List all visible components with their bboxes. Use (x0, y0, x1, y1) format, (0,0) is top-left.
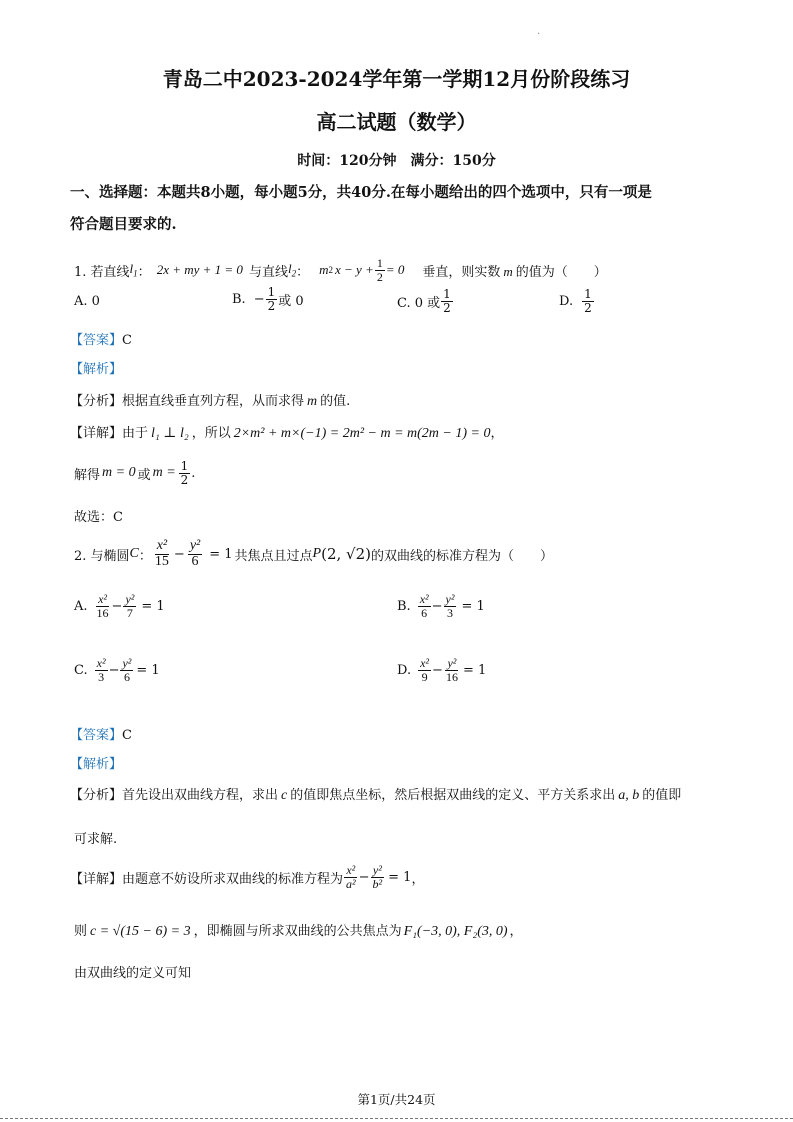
q2-option-b[interactable]: B. $\frac{\text{x²}}{6}$ − $\frac{\text{y²}}{3}$ = 1 (397, 592, 485, 620)
q1-l2: $l_2$ (287, 261, 297, 279)
q1-answer: 【答案】C (70, 333, 132, 348)
q2-option-c[interactable]: C. $\frac{\text{x²}}{3}$ − $\frac{\text{y²}}{6}$ = 1 (74, 656, 160, 684)
q2-answer: 【答案】C (70, 728, 132, 743)
q1-prefix: 1. 若直线 (74, 264, 130, 280)
q1-suffix: 垂直，则实数 m 的值为（ ） (422, 263, 607, 280)
page-number: 第1页/共24页 (357, 1092, 436, 1107)
q1-mid: 与直线 (248, 264, 288, 280)
scan-dot: . (537, 26, 541, 37)
q1-colon2: ： (296, 264, 310, 280)
q2-option-a[interactable]: A. $\frac{\text{x²}}{16}$ − $\frac{\text{y²}}{7}$ = 1 (74, 592, 165, 620)
section-heading: 一、选择题：本题共8小题，每小题5分，共40分.在每小题给出的四个选项中，只有一项是 (70, 184, 652, 201)
section-heading-cont: 符合题目要求的. (70, 216, 177, 233)
page-title: 青岛二中2023-2024学年第一学期12月份阶段练习 (162, 67, 631, 91)
q2-stem: 2. 与椭圆 C ： $\frac{\text{x²}}{15}$ − $\frac{\text{y²}}{6}$ = 1 共焦点且过点 P (2, √2) 的双曲线的标准方程为（ ） (74, 537, 554, 569)
q2-last: 由双曲线的定义可知 (74, 966, 192, 981)
q1-option-d[interactable]: D. $\frac{1}{2}$ (559, 287, 592, 315)
q1-detail: 【详解】由于 l₁ ⊥ l₂ ，所以 2×m² + m×(−1) = 2m² − m = m(2m − 1) = 0， (70, 426, 504, 441)
q1-option-c[interactable]: C. 0 或 $\frac{1}{2}$ (397, 287, 451, 315)
q1-colon: ： (137, 264, 151, 280)
q2-analysis-tag: 【解析】 (70, 757, 123, 772)
footer-divider (0, 1118, 793, 1119)
q1-analysis-tag: 【解析】 (70, 362, 123, 377)
page-subtitle: 高二试题（数学） (316, 110, 477, 134)
q1-fenxi: 【分析】根据直线垂直列方程，从而求得 m 的值. (70, 394, 351, 409)
q1-option-a[interactable]: A. 0 (74, 294, 100, 309)
q2-then: 则 c = √(15 − 6) = 3 ，即椭圆与所求双曲线的公共焦点为 F₁(−3, 0), F₂(3, 0) ， (74, 924, 523, 939)
q2-fenxi-cont: 可求解. (74, 832, 118, 847)
time-info: 时间：120分钟 满分：150分 (297, 153, 496, 169)
q2-detail: 【详解】 由题意不妨设所求双曲线的标准方程为 $\frac{\text{x²}}{\text{a²}}$ − $\frac{\text{y²}}{\text{b²}}$ = 1 ， (70, 862, 425, 891)
q1-stem (74, 252, 607, 288)
q1-solve: 解得 m = 0 或 m = $\frac{1}{2}$ . (74, 459, 196, 487)
q1-eq2: m 2 x − y + $\frac{1}{2}$ = 0 (319, 255, 405, 284)
q1-eq1: 2x + my + 1 = 0 (156, 262, 243, 277)
q1-option-b[interactable]: B. − $\frac{1}{2}$ 或 0 (232, 285, 304, 313)
q1-choose: 故选：C (74, 510, 123, 525)
q1-l1: $l_1$ (129, 261, 138, 279)
q2-option-d[interactable]: D. $\frac{\text{x²}}{9}$ − $\frac{\text{y²}}{16}$ = 1 (397, 656, 487, 684)
q2-fenxi: 【分析】首先设出双曲线方程，求出 c 的值即焦点坐标，然后根据双曲线的定义、平方关系求出 a, b 的值即 (70, 788, 682, 803)
